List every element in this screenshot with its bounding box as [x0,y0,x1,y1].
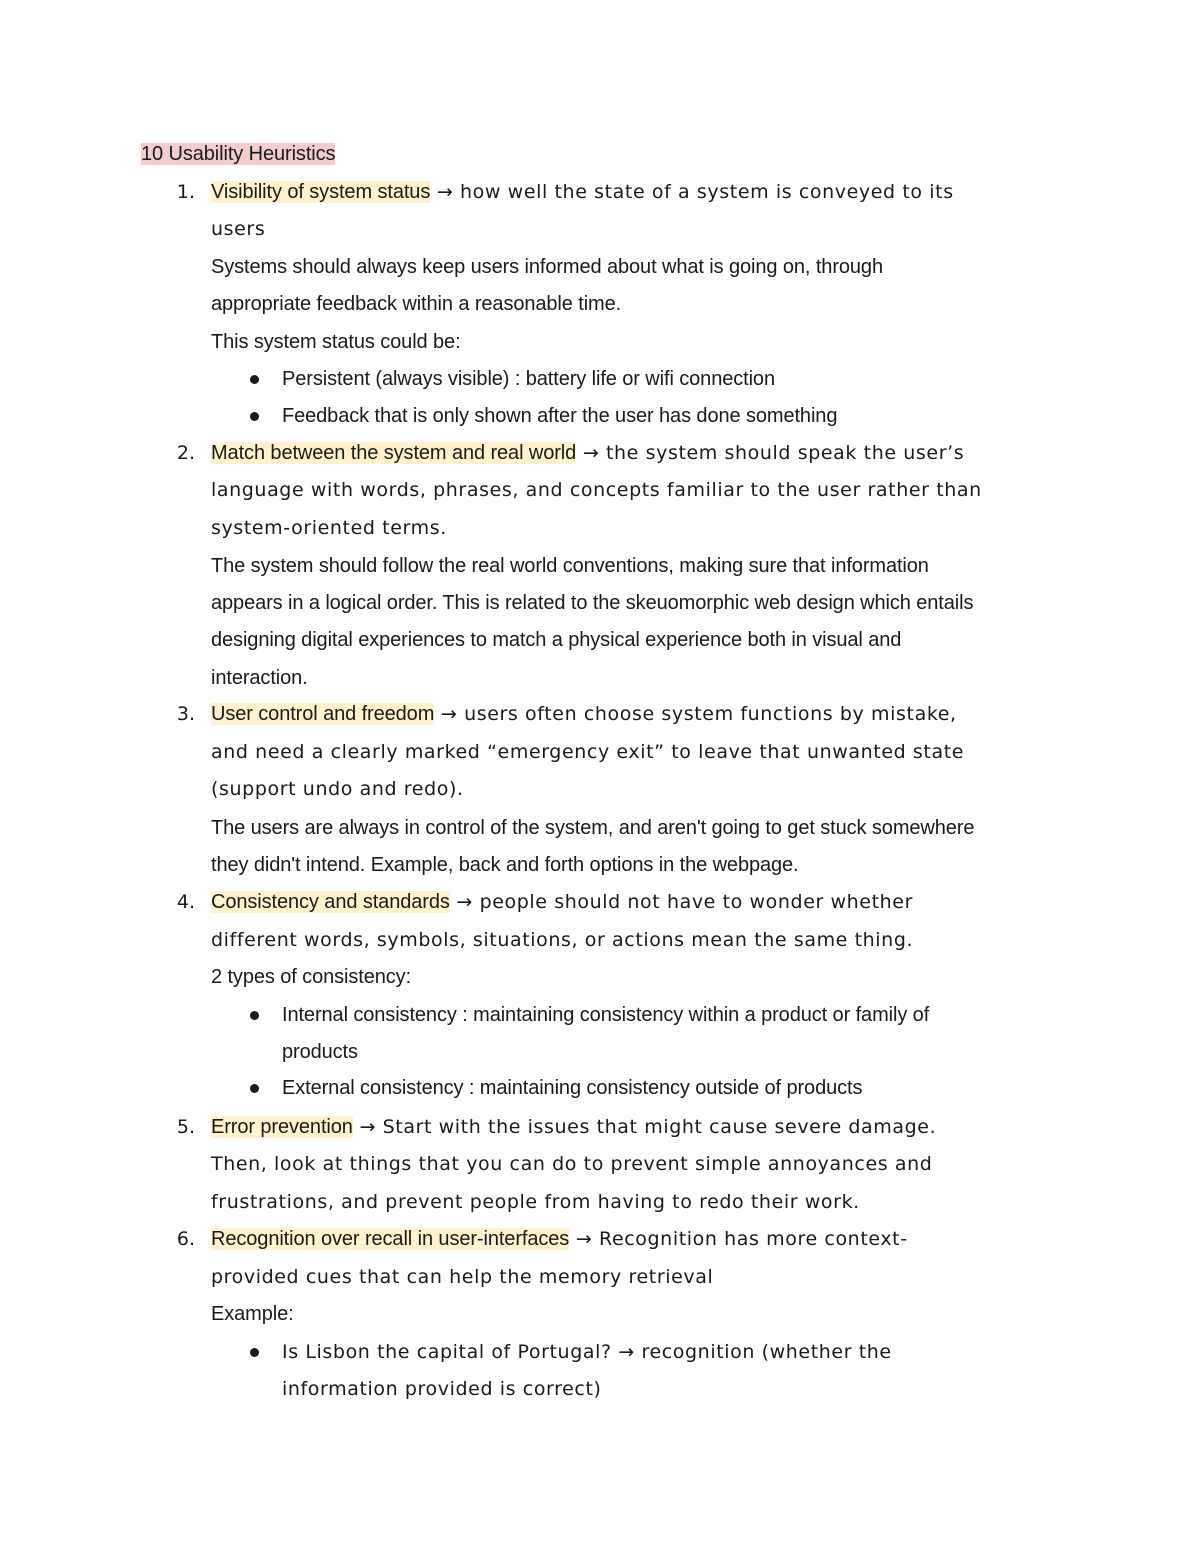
heuristic-4-line1 [211,889,913,915]
heuristic-1-line2: users [211,218,266,240]
bullet-icon [250,375,259,384]
bullet-icon [250,1348,259,1357]
heuristic-5-term: Error prevention [211,1116,353,1138]
heuristic-5-line3: frustrations, and prevent people from having to redo their work. [211,1191,860,1213]
heuristic-1-note-1: Systems should always keep users informed about what is going on, through [211,256,883,278]
title-highlight: 10 Usability Heuristics [141,143,336,165]
heuristic-4-term: Consistency and standards [211,891,450,913]
heuristic-6-line1 [211,1226,908,1252]
heuristic-2-note-1: The system should follow the real world conventions, making sure that information [211,555,929,577]
heuristic-1-bullet-1: Persistent (always visible) : battery life or wifi connection [282,368,775,390]
heuristic-1-note-3: This system status could be: [211,331,461,353]
heuristic-4-bullet-1: Internal consistency : maintaining consistency within a product or family of [282,1004,930,1026]
heuristic-5-definition: → Start with the issues that might cause severe damage. [352,1116,937,1138]
heuristic-5-line2: Then, look at things that you can do to prevent simple annoyances and [211,1153,933,1175]
heuristic-3-note-1: The users are always in control of the system, and aren't going to get stuck somewhere [211,817,975,839]
heuristic-1-term: Visibility of system status [211,181,431,203]
heuristic-2-line2: language with words, phrases, and concepts familiar to the user rather than [211,479,982,501]
heuristic-6-line2: provided cues that can help the memory retrieval [211,1266,714,1288]
heuristic-4-line2: different words, symbols, situations, or actions mean the same thing. [211,929,914,951]
heuristic-6-term: Recognition over recall in user-interfaces [211,1228,570,1250]
heuristic-3-line3: (support undo and redo). [211,778,464,800]
list-number-6: 6. [176,1228,195,1250]
document-title [141,141,335,167]
heuristic-1-definition: → how well the state of a system is conveyed to its [430,181,954,203]
heuristic-3-definition: → users often choose system functions by mistake, [434,703,957,725]
bullet-icon [250,1011,259,1020]
heuristic-4-note-1: 2 types of consistency: [211,966,412,988]
list-number-1: 1. [176,181,195,203]
heuristic-3-term: User control and freedom [211,703,435,725]
bullet-icon [250,1084,259,1093]
heuristic-2-note-4: interaction. [211,667,308,689]
heuristic-6-note-1: Example: [211,1303,294,1325]
list-number-2: 2. [176,442,195,464]
heuristic-4-bullet-2: External consistency : maintaining consistency outside of products [282,1077,863,1099]
heuristic-2-line1 [211,440,964,466]
heuristic-4-bullet-1-cont: products [282,1041,358,1063]
heuristic-6-bullet-1: Is Lisbon the capital of Portugal? → recognition (whether the [282,1341,892,1363]
heuristic-3-line2: and need a clearly marked “emergency exit” to leave that unwanted state [211,741,965,763]
list-number-4: 4. [176,891,195,913]
heuristic-1-bullet-2: Feedback that is only shown after the user has done something [282,405,838,427]
heuristic-4-definition: → people should not have to wonder whether [449,891,913,913]
heuristic-3-note-2: they didn't intend. Example, back and forth options in the webpage. [211,854,799,876]
bullet-icon [250,412,259,421]
heuristic-3-line1 [211,701,957,727]
heuristic-6-bullet-1-cont: information provided is correct) [282,1378,602,1400]
heuristic-1-note-2: appropriate feedback within a reasonable time. [211,293,622,315]
heuristic-6-definition: → Recognition has more context- [569,1228,908,1250]
heuristic-5-line1 [211,1114,936,1140]
heuristic-1-line1 [211,179,954,205]
heuristic-2-note-2: appears in a logical order. This is related to the skeuomorphic web design which entails [211,592,974,614]
heuristic-2-note-3: designing digital experiences to match a physical experience both in visual and [211,629,902,651]
list-number-5: 5. [176,1116,195,1138]
heuristic-2-term: Match between the system and real world [211,442,577,464]
heuristic-2-definition: → the system should speak the user’s [576,442,965,464]
list-number-3: 3. [176,703,195,725]
heuristic-2-line3: system-oriented terms. [211,517,447,539]
